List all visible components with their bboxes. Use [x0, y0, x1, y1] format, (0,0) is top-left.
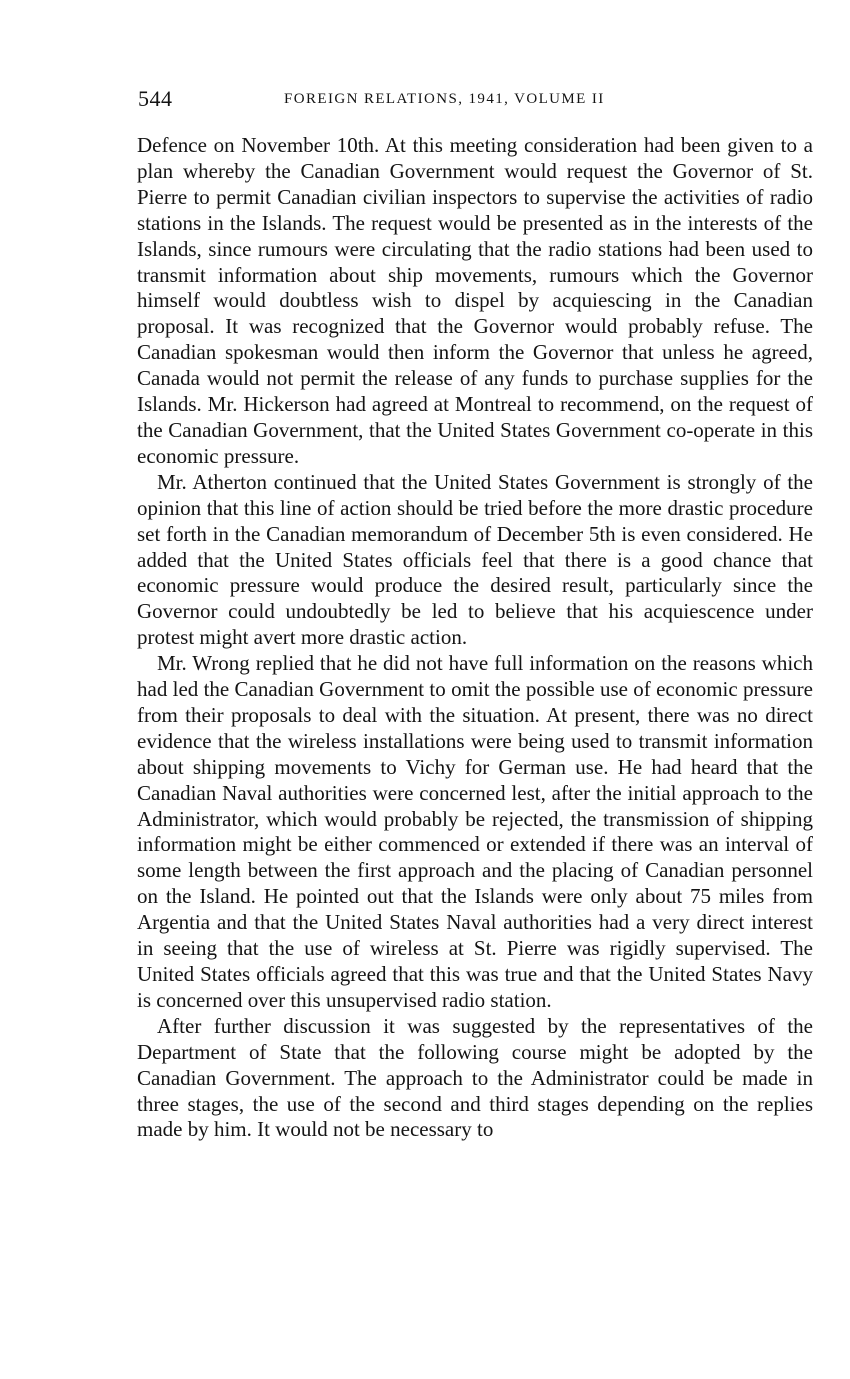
paragraph-atherton: Mr. Atherton continued that the United States Government is strongly of the opinion that this line of action should be tried before the more drastic procedure set forth in the Canadian memorandum of December 5th is even considered. He added that the United States officials feel that there is a good chance that economic pressure would produce the desired result, particularly since the Governor could undoubtedly be led to believe that his acquiescence under protest might avert more drastic action. — [137, 469, 813, 650]
paragraph-further-discussion: After further discussion it was suggested by the representatives of the Department of State that the following course might be adopted by the Canadian Government. The approach to the Administrator could be made in three stages, the use of the second and third stages depending on the replies made by him. It would not be necessary to — [137, 1013, 813, 1142]
page-header — [138, 86, 812, 116]
paragraph-wrong: Mr. Wrong replied that he did not have full information on the reasons which had led the Canadian Government to omit the possible use of economic pressure from their proposals to deal with the situation. At present, there was no direct evidence that the wireless installations were being used to transmit information about shipping movements to Vichy for German use. He had heard that the Canadian Naval authorities were concerned lest, after the initial approach to the Administrator, which would probably be rejected, the transmission of shipping information might be either commenced or extended if there was an interval of some length between the first approach and the placing of Canadian personnel on the Island. He pointed out that the Islands were only about 75 miles from Argentia and that the United States Naval authorities had a very direct interest in seeing that the use of wireless at St. Pierre was rigidly supervised. The United States officials agreed that this was true and that the United States Navy is concerned over this unsupervised radio station. — [137, 651, 813, 1012]
body-text — [137, 133, 813, 1143]
paragraph-continuation: Defence on November 10th. At this meeting consideration had been given to a plan whereby the Canadian Government would request the Governor of St. Pierre to permit Canadian civilian inspectors to supervise the activities of radio stations in the Islands. The request would be presented as in the interests of the Islands, since rumours were circulating that the radio stations had been used to transmit information about ship movements, rumours which the Governor himself would doubtless wish to dispel by acquiescing in the Canadian proposal. It was recognized that the Governor would probably refuse. The Canadian spokesman would then inform the Governor that unless he agreed, Canada would not permit the release of any funds to purchase supplies for the Islands. Mr. Hickerson had agreed at Montreal to recommend, on the request of the Canadian Government, that the United States Government co-operate in this economic pressure. — [137, 133, 813, 468]
running-head: FOREIGN RELATIONS, 1941, VOLUME II — [284, 91, 605, 107]
page-number: 544 — [138, 86, 173, 111]
